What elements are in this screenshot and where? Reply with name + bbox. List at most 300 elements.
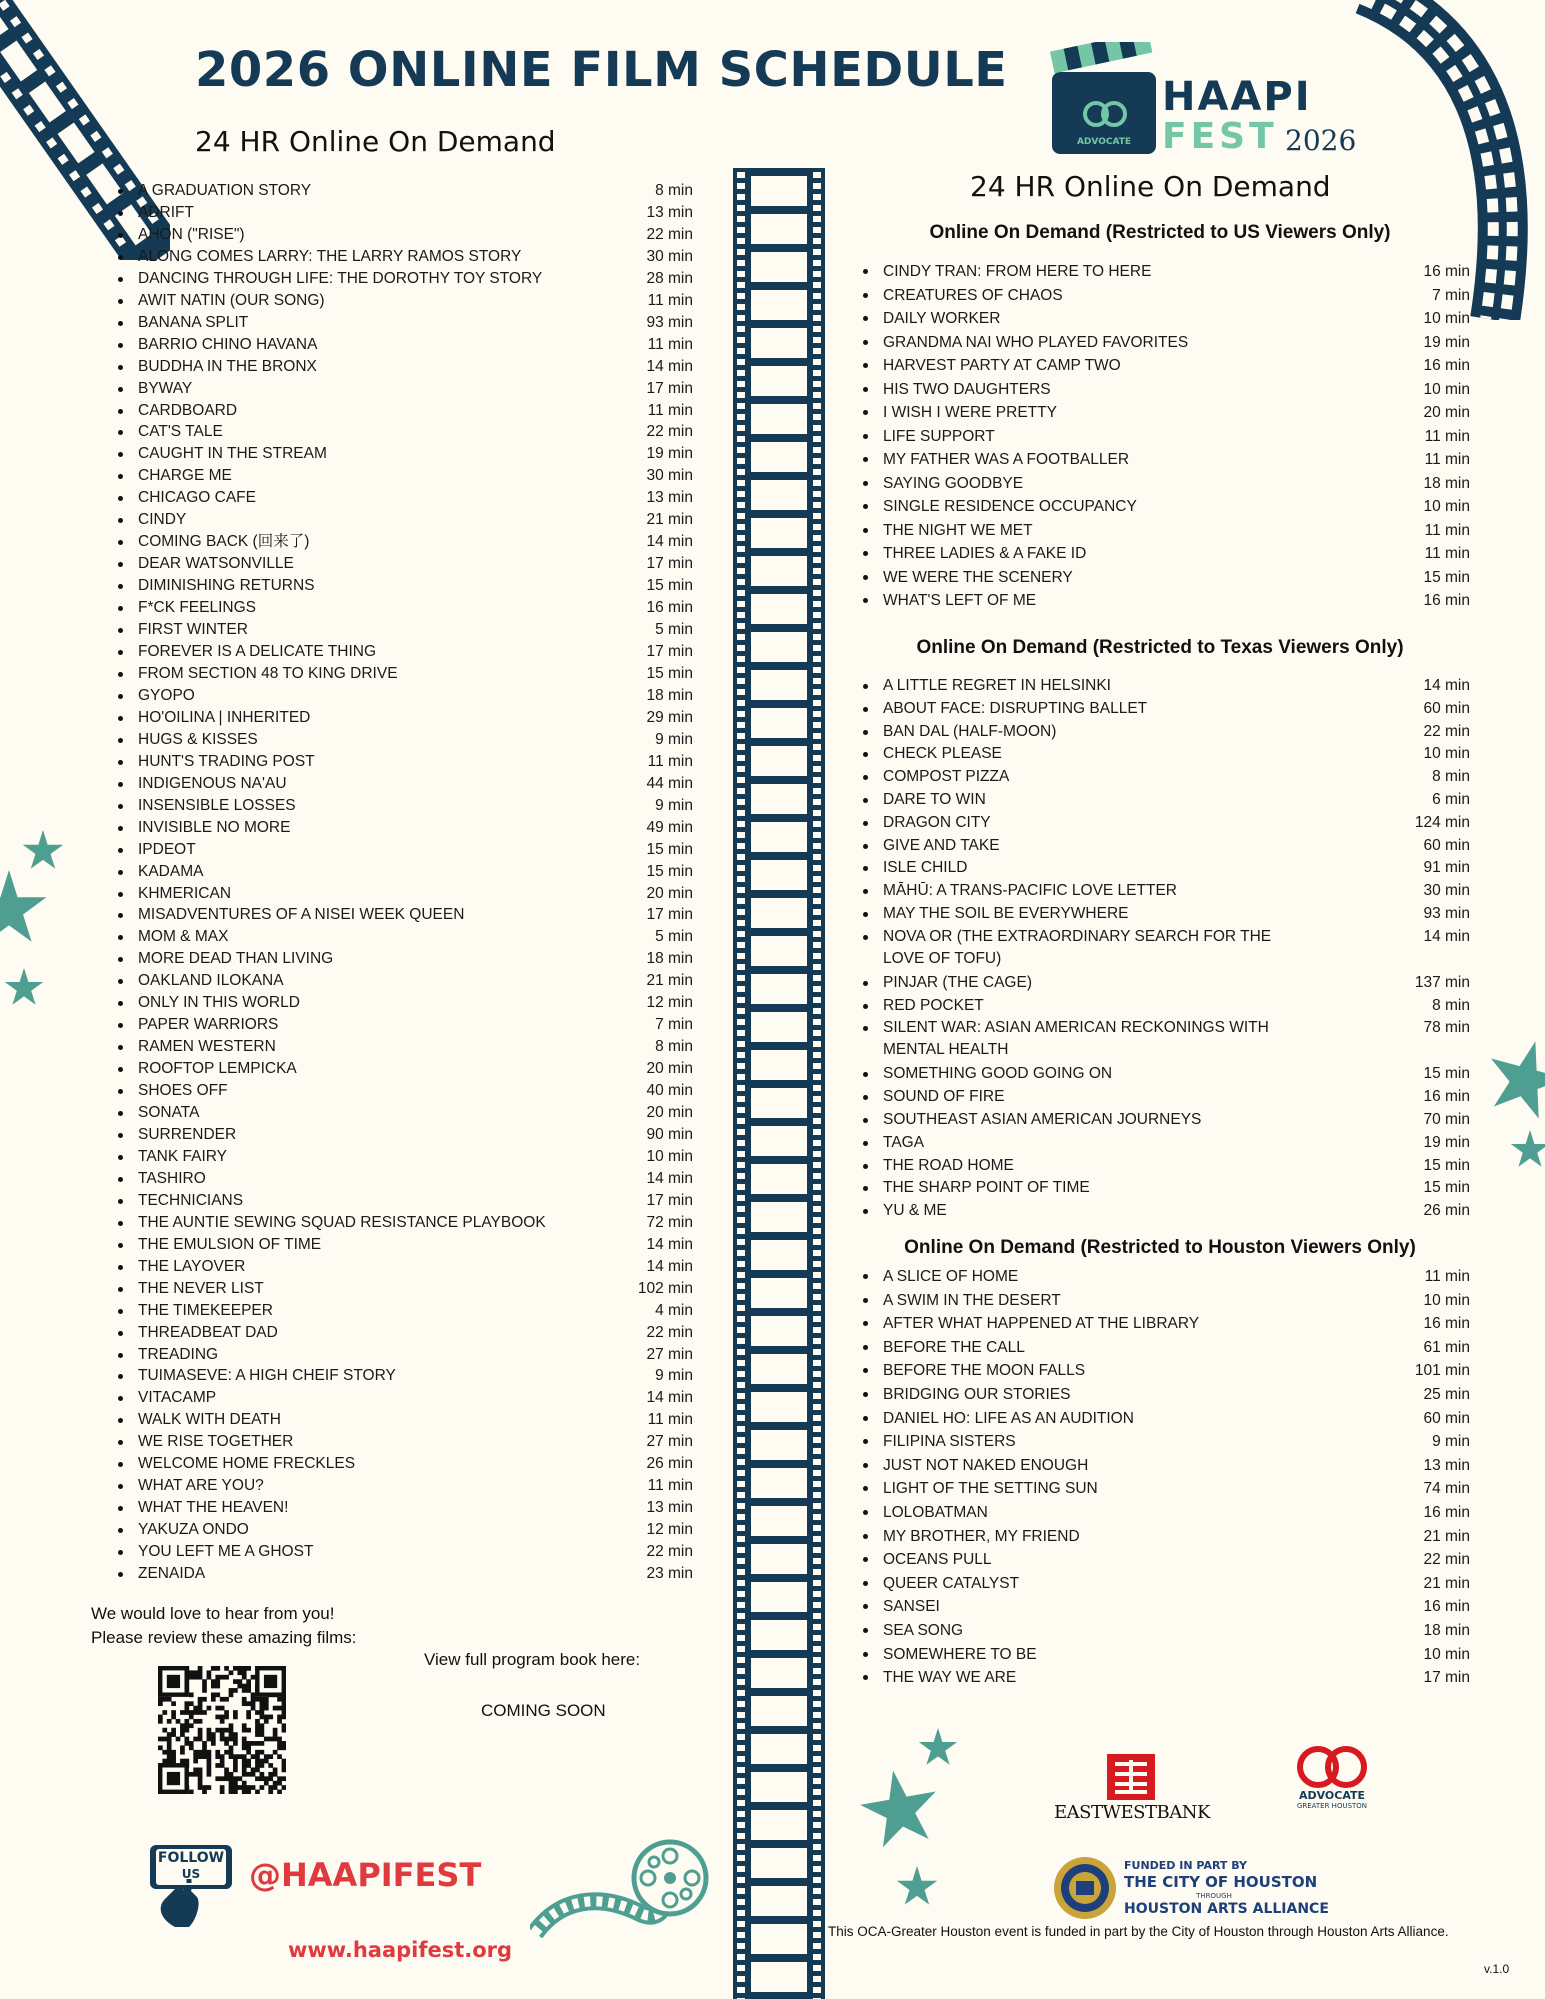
- film-list-item: [863, 1595, 1470, 1619]
- bullet-icon: [863, 410, 868, 415]
- film-list-item: [118, 817, 693, 839]
- film-list-item: [863, 1155, 1470, 1178]
- bullet-icon: [118, 496, 123, 501]
- film-list-item: [863, 472, 1470, 496]
- film-title: CHARGE ME: [138, 467, 232, 485]
- film-duration: 11 min: [647, 1477, 693, 1495]
- film-duration: 10 min: [1423, 745, 1470, 763]
- bullet-icon: [118, 957, 123, 962]
- follow-badge-line1: FOLLOW: [157, 1850, 225, 1866]
- bullet-icon: [118, 343, 123, 348]
- film-duration: 4 min: [655, 1301, 693, 1319]
- film-duration: 8 min: [655, 182, 693, 199]
- film-list-item: [863, 903, 1470, 926]
- film-list-item: [863, 1017, 1470, 1063]
- film-list-item: [118, 509, 693, 531]
- bullet-icon: [863, 798, 868, 803]
- bullet-icon: [118, 255, 123, 260]
- bullet-icon: [863, 1628, 868, 1633]
- bullet-icon: [118, 1265, 123, 1270]
- film-list-item: [118, 729, 693, 751]
- bullet-icon: [118, 1462, 123, 1467]
- film-duration: 15 min: [646, 577, 693, 595]
- film-list-item: [863, 1619, 1470, 1643]
- film-list-item: [863, 260, 1470, 284]
- film-duration: 29 min: [646, 708, 693, 726]
- bullet-icon: [118, 1023, 123, 1028]
- film-list-item: [863, 1666, 1470, 1690]
- film-duration: 11 min: [647, 335, 693, 353]
- bullet-icon: [118, 518, 123, 523]
- bullet-icon: [863, 1557, 868, 1562]
- film-title: AFTER WHAT HAPPENED AT THE LIBRARY: [883, 1315, 1200, 1333]
- bullet-icon: [863, 1368, 868, 1373]
- film-duration: 27 min: [646, 1345, 693, 1363]
- bullet-icon: [118, 1309, 123, 1314]
- film-title: MY FATHER WAS A FOOTBALLER: [883, 451, 1130, 468]
- film-list-item: [118, 641, 693, 663]
- film-list-item: [863, 1383, 1470, 1407]
- film-duration: 137 min: [1414, 973, 1470, 991]
- film-title: YU & ME: [883, 1202, 947, 1220]
- film-title: THREADBEAT DAD: [138, 1323, 278, 1341]
- film-title: AWIT NATIN (OUR SONG): [138, 291, 325, 309]
- star-decoration: [22, 830, 64, 872]
- film-list-item: [863, 698, 1470, 721]
- film-duration: 22 min: [646, 1543, 693, 1561]
- film-title: DEAR WATSONVILLE: [138, 555, 294, 573]
- film-duration: 5 min: [655, 928, 693, 946]
- film-duration: 102 min: [637, 1279, 693, 1297]
- advocate-subtext: GREATER HOUSTON: [1296, 1802, 1368, 1810]
- bullet-icon: [863, 363, 868, 368]
- film-list-item: [863, 1200, 1470, 1223]
- film-title: WHAT ARE YOU?: [138, 1477, 264, 1495]
- film-title: THE AUNTIE SEWING SQUAD RESISTANCE PLAYBOOK: [138, 1213, 546, 1231]
- film-duration: 11 min: [1424, 1268, 1470, 1285]
- film-list-item: [863, 1265, 1470, 1289]
- bullet-icon: [863, 1321, 868, 1326]
- film-list-item: [118, 246, 693, 268]
- film-duration: 72 min: [646, 1213, 693, 1231]
- bullet-icon: [118, 628, 123, 633]
- film-list-item: [118, 421, 693, 443]
- bullet-icon: [863, 1345, 868, 1350]
- film-duration: 21 min: [646, 972, 693, 990]
- film-duration: 11 min: [647, 291, 693, 309]
- film-list-item: [118, 1453, 693, 1475]
- bullet-icon: [863, 707, 868, 712]
- film-list-item: [118, 839, 693, 861]
- film-title: ZENAIDA: [138, 1565, 206, 1583]
- film-title: BANANA SPLIT: [138, 313, 249, 331]
- film-list-item: [118, 1212, 693, 1234]
- film-title: NOVA OR (THE EXTRAORDINARY SEARCH FOR THE LOVE OF TOFU): [883, 927, 1272, 967]
- film-duration: 16 min: [646, 599, 693, 617]
- bullet-icon: [118, 1111, 123, 1116]
- film-list-item: [118, 992, 693, 1014]
- film-duration: 6 min: [1432, 790, 1470, 808]
- film-duration: 14 min: [646, 1389, 693, 1407]
- film-list-item: [118, 1322, 693, 1344]
- left-subtitle: 24 HR Online On Demand: [195, 125, 556, 158]
- film-duration: 11 min: [647, 401, 693, 419]
- film-list-item: [863, 926, 1470, 972]
- star-decoration: [0, 870, 48, 948]
- eastwest-bank-text: EASTWESTBANK: [1054, 1802, 1210, 1823]
- film-list-item: [118, 180, 693, 202]
- bullet-icon: [118, 1089, 123, 1094]
- film-duration: 20 min: [646, 884, 693, 902]
- film-duration: 15 min: [1423, 1179, 1470, 1197]
- bullet-icon: [118, 1243, 123, 1248]
- film-list-item: [118, 575, 693, 597]
- film-list-item: [863, 1359, 1470, 1383]
- film-duration: 15 min: [646, 862, 693, 880]
- film-list-item: [118, 465, 693, 487]
- film-duration: 14 min: [1423, 927, 1470, 945]
- film-title: QUEER CATALYST: [883, 1574, 1020, 1592]
- film-list-item: [863, 589, 1470, 613]
- film-duration: 17 min: [646, 906, 693, 924]
- film-title: SOMEWHERE TO BE: [883, 1645, 1037, 1663]
- film-title: HARVEST PARTY AT CAMP TWO: [883, 357, 1121, 374]
- film-title: SINGLE RESIDENCE OCCUPANCY: [883, 498, 1137, 515]
- bullet-icon: [118, 1155, 123, 1160]
- film-title: BARRIO CHINO HAVANA: [138, 335, 318, 353]
- bullet-icon: [863, 752, 868, 757]
- film-duration: 25 min: [1423, 1385, 1470, 1403]
- film-duration: 49 min: [646, 818, 693, 836]
- film-duration: 44 min: [646, 774, 693, 792]
- film-title: AHON ("RISE"): [138, 225, 245, 243]
- film-title: HO'OILINA | INHERITED: [138, 708, 311, 726]
- bullet-icon: [118, 848, 123, 853]
- film-strip-decoration: [733, 168, 825, 1999]
- follow-badge-line2: US: [181, 1867, 201, 1881]
- film-title: THREE LADIES & A FAKE ID: [883, 545, 1087, 562]
- bullet-icon: [863, 340, 868, 345]
- star-decoration: [1476, 1031, 1545, 1129]
- advocate-text: ADVOCATE: [1298, 1789, 1366, 1802]
- film-list-item: [118, 926, 693, 948]
- film-title: MY BROTHER, MY FRIEND: [883, 1527, 1080, 1545]
- bullet-icon: [118, 584, 123, 589]
- film-title: ADRIFT: [138, 203, 194, 221]
- bullet-icon: [863, 981, 868, 986]
- film-title: OCEANS PULL: [883, 1551, 992, 1569]
- bullet-icon: [863, 1164, 868, 1169]
- film-list-item: [863, 835, 1470, 858]
- film-duration: 5 min: [655, 621, 693, 639]
- bullet-icon: [863, 1026, 868, 1031]
- film-title: GRANDMA NAI WHO PLAYED FAVORITES: [883, 333, 1189, 351]
- bullet-icon: [863, 889, 868, 894]
- social-handle[interactable]: @HAAPIFEST: [249, 1856, 482, 1894]
- film-duration: 11 min: [1424, 451, 1470, 468]
- film-list-item: [118, 1278, 693, 1300]
- film-list-item: [118, 773, 693, 795]
- film-duration: 30 min: [646, 247, 693, 265]
- film-title: ABOUT FACE: DISRUPTING BALLET: [883, 699, 1148, 717]
- film-duration: 30 min: [646, 467, 693, 485]
- bullet-icon: [863, 293, 868, 298]
- film-duration: 20 min: [646, 1104, 693, 1122]
- film-duration: 10 min: [1423, 310, 1470, 327]
- film-title: COMPOST PIZZA: [883, 768, 1010, 786]
- film-title: LIGHT OF THE SETTING SUN: [883, 1480, 1098, 1498]
- film-title: SHOES OFF: [138, 1082, 228, 1100]
- film-title: HUGS & KISSES: [138, 730, 258, 748]
- film-list-item: [863, 1289, 1470, 1313]
- clapperboard-icon: [1050, 42, 1160, 157]
- film-duration: 14 min: [646, 533, 693, 551]
- film-duration: 9 min: [655, 1367, 693, 1385]
- funded-line2: THE CITY OF HOUSTON: [1124, 1873, 1318, 1891]
- star-decoration: [918, 1728, 958, 1768]
- film-list-item: [118, 356, 693, 378]
- film-title: IPDEOT: [138, 840, 196, 858]
- film-list-item: [118, 1387, 693, 1409]
- film-list-item: [863, 1548, 1470, 1572]
- bullet-icon: [118, 1396, 123, 1401]
- film-title: SAYING GOODBYE: [883, 474, 1024, 492]
- film-title: TECHNICIANS: [138, 1191, 244, 1209]
- coming-soon-label[interactable]: COMING SOON: [481, 1701, 606, 1720]
- film-title: SOUND OF FIRE: [883, 1088, 1005, 1106]
- eastwest-bank-icon: [1107, 1754, 1155, 1800]
- film-list-item: [118, 1234, 693, 1256]
- film-title: THE TIMEKEEPER: [138, 1301, 273, 1319]
- film-duration: 9 min: [1432, 1433, 1470, 1451]
- film-title: COMING BACK (回来了): [138, 533, 310, 551]
- bullet-icon: [118, 1506, 123, 1511]
- film-title: THE NEVER LIST: [138, 1279, 264, 1297]
- page-title: 2026 ONLINE FILM SCHEDULE: [195, 42, 1008, 98]
- film-list-item: [118, 1256, 693, 1278]
- bullet-icon: [863, 434, 868, 439]
- film-duration: 10 min: [646, 1147, 693, 1165]
- film-duration: 28 min: [646, 269, 693, 287]
- film-list-item: [863, 675, 1470, 698]
- film-title: WE RISE TOGETHER: [138, 1433, 294, 1451]
- film-title: INVISIBLE NO MORE: [138, 818, 291, 836]
- bullet-icon: [863, 387, 868, 392]
- bullet-icon: [118, 913, 123, 918]
- film-list-item: [118, 751, 693, 773]
- film-duration: 7 min: [1432, 286, 1470, 304]
- film-list-item: [863, 743, 1470, 766]
- follow-us-badge[interactable]: [150, 1845, 235, 1925]
- bullet-icon: [118, 1528, 123, 1533]
- film-title: DARE TO WIN: [883, 790, 986, 808]
- us-section-heading: Online On Demand (Restricted to US Viewers Only): [929, 222, 1391, 243]
- film-title: CINDY TRAN: FROM HERE TO HERE: [883, 263, 1152, 280]
- film-list-item: [118, 312, 693, 334]
- film-list-item: [118, 1058, 693, 1080]
- bullet-icon: [118, 1572, 123, 1577]
- film-list-item: [118, 1344, 693, 1366]
- film-duration: 12 min: [646, 994, 693, 1012]
- film-duration: 16 min: [1423, 263, 1470, 280]
- film-title: ONLY IN THIS WORLD: [138, 994, 300, 1012]
- bullet-icon: [118, 870, 123, 875]
- film-list-item: [863, 766, 1470, 789]
- film-duration: 27 min: [646, 1433, 693, 1451]
- film-list-item: [863, 1407, 1470, 1431]
- film-list-item: [863, 812, 1470, 835]
- film-duration: 17 min: [1423, 1669, 1470, 1687]
- film-list-item: [118, 904, 693, 926]
- film-duration: 26 min: [1423, 1202, 1470, 1220]
- bullet-icon: [118, 979, 123, 984]
- website-link[interactable]: www.haapifest.org: [288, 1938, 513, 1962]
- program-book-label: View full program book here:: [424, 1650, 641, 1669]
- bullet-icon: [863, 1604, 868, 1609]
- film-duration: 101 min: [1414, 1362, 1470, 1380]
- review-line2: Please review these amazing films:: [91, 1628, 357, 1647]
- film-title: MORE DEAD THAN LIVING: [138, 950, 334, 968]
- film-duration: 60 min: [1423, 836, 1470, 854]
- bullet-icon: [863, 551, 868, 556]
- bullet-icon: [118, 299, 123, 304]
- film-list-item: [118, 1146, 693, 1168]
- bullet-icon: [863, 1463, 868, 1468]
- film-list-item: [118, 224, 693, 246]
- advocate-badge-text: ADVOCATE: [1076, 137, 1132, 147]
- left-film-list: [118, 180, 693, 1585]
- film-list-item: [118, 1409, 693, 1431]
- film-list-item: [118, 553, 693, 575]
- bullet-icon: [863, 775, 868, 780]
- funding-note: This OCA-Greater Houston event is funded in part by the City of Houston through Houston Arts Alliance.: [828, 1924, 1449, 1939]
- film-list-item: [863, 307, 1470, 331]
- bullet-icon: [863, 1675, 868, 1680]
- bullet-icon: [863, 684, 868, 689]
- film-list-item: [863, 284, 1470, 308]
- film-title: INSENSIBLE LOSSES: [138, 796, 296, 814]
- film-duration: 21 min: [1423, 1527, 1470, 1545]
- film-title: TAGA: [883, 1133, 925, 1151]
- film-duration: 15 min: [1423, 1156, 1470, 1174]
- film-list-item: [863, 880, 1470, 903]
- film-list-item: [118, 1080, 693, 1102]
- film-list-item: [118, 1102, 693, 1124]
- texas-section-heading: Online On Demand (Restricted to Texas Viewers Only): [916, 637, 1404, 658]
- qr-code[interactable]: [158, 1666, 286, 1794]
- film-duration: 13 min: [646, 489, 693, 507]
- bullet-icon: [118, 1177, 123, 1182]
- film-list-item: [118, 685, 693, 707]
- advocate-logo: [1282, 1745, 1382, 1815]
- film-duration: 70 min: [1423, 1110, 1470, 1128]
- film-duration: 8 min: [655, 1038, 693, 1056]
- bullet-icon: [863, 1209, 868, 1214]
- bullet-icon: [863, 1581, 868, 1586]
- film-duration: 15 min: [1423, 1065, 1470, 1083]
- us-film-list: [863, 260, 1470, 613]
- film-title: CREATURES OF CHAOS: [883, 286, 1063, 304]
- film-duration: 22 min: [646, 1323, 693, 1341]
- film-duration: 15 min: [1423, 568, 1470, 586]
- bullet-icon: [118, 1550, 123, 1555]
- film-title: FIRST WINTER: [138, 621, 248, 639]
- film-duration: 10 min: [1423, 380, 1470, 398]
- film-duration: 10 min: [1423, 1291, 1470, 1309]
- bullet-icon: [863, 575, 868, 580]
- film-list-item: [863, 1109, 1470, 1132]
- film-duration: 16 min: [1423, 1315, 1470, 1333]
- bullet-icon: [863, 912, 868, 917]
- film-duration: 13 min: [646, 1499, 693, 1517]
- film-duration: 13 min: [1423, 1456, 1470, 1474]
- bullet-icon: [863, 1392, 868, 1397]
- film-duration: 21 min: [1423, 1574, 1470, 1592]
- version-label: v.1.0: [1484, 1962, 1510, 1976]
- film-duration: 18 min: [646, 686, 693, 704]
- film-title: YAKUZA ONDO: [138, 1521, 249, 1539]
- film-duration: 22 min: [646, 225, 693, 243]
- bullet-icon: [118, 782, 123, 787]
- bullet-icon: [863, 269, 868, 274]
- film-title: YOU LEFT ME A GHOST: [138, 1543, 314, 1561]
- bullet-icon: [863, 1439, 868, 1444]
- star-decoration: [896, 1866, 938, 1908]
- film-title: WHAT'S LEFT OF ME: [883, 592, 1037, 609]
- film-list-item: [118, 948, 693, 970]
- film-duration: 22 min: [646, 423, 693, 441]
- film-duration: 8 min: [1432, 996, 1470, 1014]
- film-title: MĀHŪ: A TRANS-PACIFIC LOVE LETTER: [883, 882, 1177, 900]
- bullet-icon: [118, 211, 123, 216]
- film-duration: 11 min: [1424, 521, 1470, 539]
- film-list-item: [118, 378, 693, 400]
- film-title: BAN DAL (HALF-MOON): [883, 722, 1057, 740]
- film-duration: 14 min: [646, 357, 693, 375]
- film-duration: 15 min: [646, 840, 693, 858]
- film-title: SANSEI: [883, 1598, 940, 1616]
- film-list-item: [118, 597, 693, 619]
- bullet-icon: [863, 844, 868, 849]
- film-list-item: [118, 1475, 693, 1497]
- film-list-item: [118, 619, 693, 641]
- film-duration: 19 min: [1423, 333, 1470, 351]
- film-duration: 40 min: [646, 1082, 693, 1100]
- film-title: A SWIM IN THE DESERT: [883, 1291, 1061, 1309]
- bullet-icon: [863, 1186, 868, 1191]
- film-duration: 10 min: [1423, 498, 1470, 515]
- funded-line3: THROUGH: [1196, 1892, 1232, 1900]
- film-title: A GRADUATION STORY: [138, 182, 312, 199]
- film-title: KHMERICAN: [138, 884, 232, 902]
- film-duration: 16 min: [1423, 1503, 1470, 1521]
- film-title: CHICAGO CAFE: [138, 489, 256, 507]
- film-title: F*CK FEELINGS: [138, 599, 256, 617]
- film-duration: 11 min: [647, 752, 693, 770]
- film-list-item: [863, 1477, 1470, 1501]
- bullet-icon: [118, 826, 123, 831]
- film-title: THE WAY WE ARE: [883, 1669, 1017, 1687]
- film-list-item: [863, 1643, 1470, 1667]
- film-list-item: [118, 1541, 693, 1563]
- bullet-icon: [118, 672, 123, 677]
- film-list-item: [118, 861, 693, 883]
- bullet-icon: [863, 1534, 868, 1539]
- bullet-icon: [118, 1221, 123, 1226]
- film-title: TANK FAIRY: [138, 1147, 228, 1165]
- film-list-item: [863, 542, 1470, 566]
- star-decoration: [854, 1764, 947, 1857]
